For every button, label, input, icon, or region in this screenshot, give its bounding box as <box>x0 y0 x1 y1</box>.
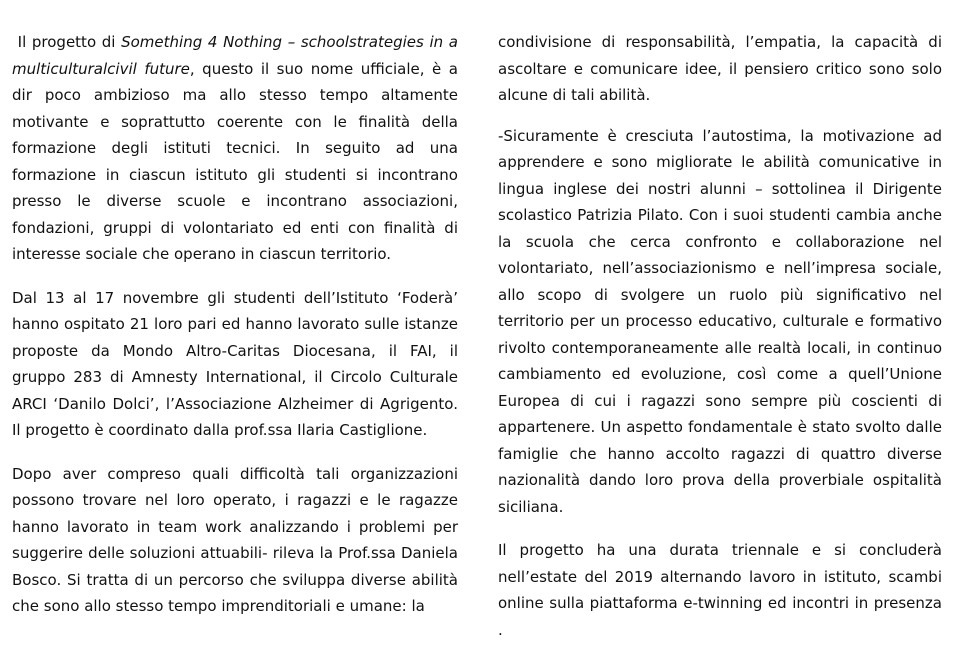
left-column <box>12 29 458 637</box>
right-column <box>498 29 942 660</box>
skills-continuation-paragraph: condivisione di responsabilità, l’empatia, la capacità di ascoltare e comunicare idee, il pensiero critico sono solo alcune di tali abilità. <box>498 33 942 104</box>
intro-body-text: , questo il suo nome ufficiale, è a dir poco ambizioso ma allo stesso tempo altamente motivante e soprattutto coerente con le finalità della formazione degli istituti tecnici. In seguito ad una formazione in ciascun istituto gli studenti si incontrano presso le diverse scuole e incontrano associazioni, fondazioni, gruppi di volontariato ed enti con finalità di interesse sociale che operano in ciascun territorio. <box>12 59 458 263</box>
principal-quote-paragraph: -Sicuramente è cresciuta l’autostima, la motivazione ad apprendere e sono migliorate le abilità comunicative in lingua inglese dei nostri alunni – sottolinea il Dirigente scolastico Patrizia Pilato. Con i suoi studenti cambia anche la scuola che cerca confronto e collaborazione nel volontariato, nell’associazionismo e nell’impresa sociale, allo scopo di svolgere un ruolo più significativo nel territorio per un processo educativo, culturale e formativo rivolto contemporaneamente alle realtà locali, in continuo cambiamento ed evoluzione, così come a quell’Unione Europea di cui i ragazzi sono sempre più coscienti di appartenere. Un aspetto fondamentale è stato svolto dalle famiglie che hanno accolto ragazzi di quattro diverse nazionalità dando loro prova della proverbiale ospitalità siciliana. <box>498 126 942 516</box>
hosting-paragraph: Dal 13 al 17 novembre gli studenti dell’Istituto ‘Foderà’ hanno ospitato 21 loro pari ed hanno lavorato sulle istanze proposte da Mondo Altro-Caritas Diocesana, il FAI, il gruppo 283 di Amnesty International, il Circolo Culturale ARCI ‘Danilo Dolci’, l’Associazione Alzheimer di Agrigento. Il progetto è coordinato dalla prof.ssa Ilaria Castiglione. <box>12 288 458 439</box>
intro-lead-text: Il progetto di <box>17 33 122 51</box>
teamwork-paragraph: Dopo aver compreso quali difficoltà tali organizzazioni possono trovare nel loro operato, i ragazzi e le ragazze hanno lavorato in team work analizzando i problemi per suggerire delle soluzioni attuabili- rileva la Prof.ssa Daniela Bosco. Si tratta di un percorso che sviluppa diverse abilità che sono allo stesso tempo imprenditoriali e umane: la <box>12 464 458 615</box>
project-duration-paragraph: Il progetto ha una durata triennale e si concluderà nell’estate del 2019 alternando lavoro in istituto, scambi online sulla piattaforma e-twinning ed incontri in presenza . <box>498 541 942 639</box>
project-title: Something 4 Nothing – schoolstrategies in a multiculturalcivil future <box>12 33 458 78</box>
intro-paragraph <box>12 29 458 268</box>
